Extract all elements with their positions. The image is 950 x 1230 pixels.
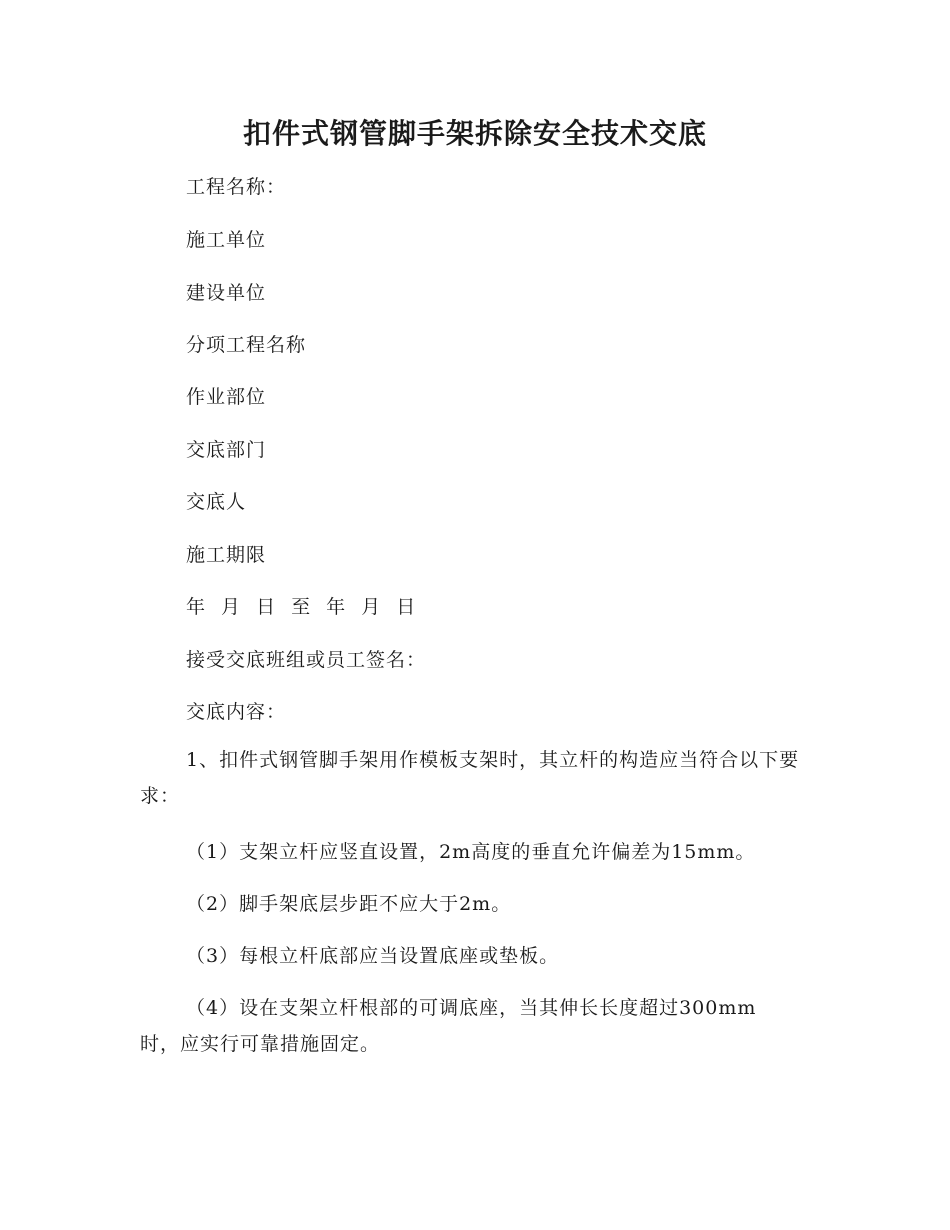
paragraph-2 (186, 834, 826, 870)
paragraph-4 (186, 938, 826, 974)
field-briefing-department: 交底部门 (186, 439, 267, 461)
document-title: 扣件式钢管脚手架拆除安全技术交底 (242, 117, 707, 150)
paragraph-5-text: （4）设在支架立杆根部的可调底座，当其伸长长度超过300mm时，应实行可靠措施固定。 (140, 997, 757, 1055)
field-subproject-name: 分项工程名称 (186, 334, 307, 356)
field-briefing-person: 交底人 (186, 491, 247, 513)
field-construction-period: 施工期限 (186, 544, 267, 566)
paragraph-3 (186, 886, 826, 922)
field-project-name: 工程名称： (186, 176, 287, 198)
paragraph-3-text: （2）脚手架底层步距不应大于2m。 (186, 893, 512, 915)
field-owner-unit: 建设单位 (186, 282, 267, 304)
paragraph-1-text: 1、扣件式钢管脚手架用作模板支架时，其立杆的构造应当符合以下要求： (140, 749, 800, 807)
paragraph-5 (140, 990, 790, 1062)
field-work-location: 作业部位 (186, 386, 267, 408)
field-construction-unit: 施工单位 (186, 229, 267, 251)
field-date-range: 年 月 日 至 年 月 日 (186, 596, 417, 618)
field-briefing-content: 交底内容： (186, 701, 287, 723)
paragraph-1 (140, 742, 820, 814)
paragraph-2-text: （1）支架立杆应竖直设置，2m高度的垂直允许偏差为15mm。 (186, 841, 756, 863)
field-signature: 接受交底班组或员工签名： (186, 649, 427, 671)
paragraph-4-text: （3）每根立杆底部应当设置底座或垫板。 (186, 945, 560, 967)
